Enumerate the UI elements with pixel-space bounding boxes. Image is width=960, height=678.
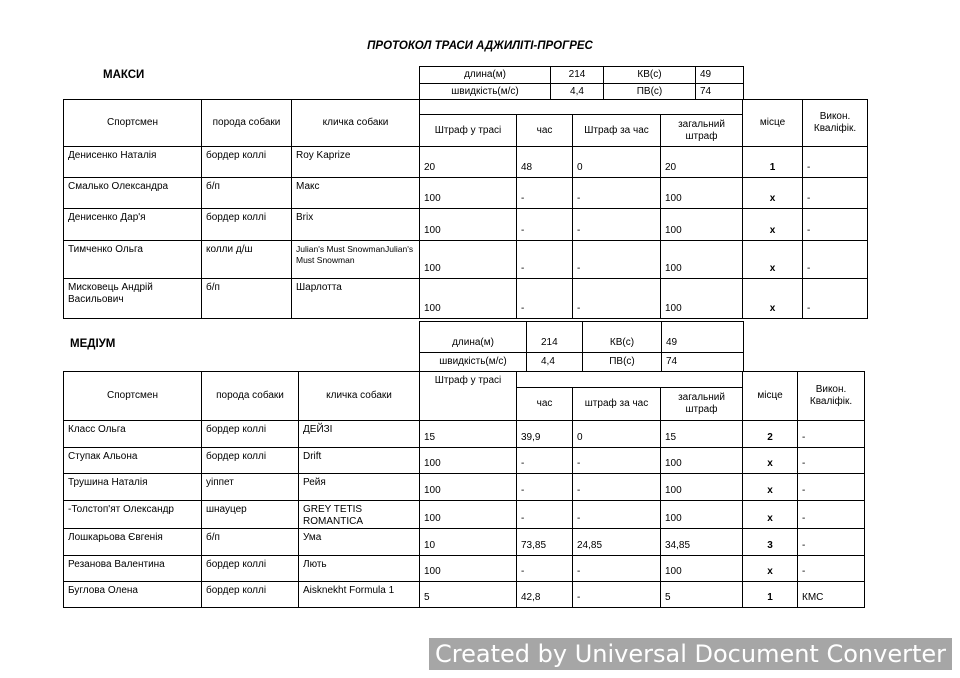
medium-params-table	[419, 321, 744, 372]
athlete-cell: Трушина Наталія	[64, 474, 202, 501]
time-penalty-cell: 24,85	[573, 529, 661, 556]
length-value: 214	[527, 322, 583, 353]
protocol-title: ПРОТОКОЛ ТРАСИ АДЖИЛІТІ-ПРОГРЕС	[367, 40, 593, 52]
total-penalty-cell: 100	[661, 241, 743, 279]
header-breed: порода собаки	[202, 100, 292, 147]
pv-value: 74	[662, 353, 744, 372]
time-cell: -	[517, 448, 573, 474]
qualification-cell: -	[798, 556, 865, 582]
penalty-cell: 15	[420, 421, 517, 448]
time-cell: -	[517, 279, 573, 319]
total-penalty-cell: 100	[661, 279, 743, 319]
dog-name-cell: Лють	[299, 556, 420, 582]
place-cell: х	[743, 279, 803, 319]
time-cell: -	[517, 474, 573, 501]
breed-cell: бордер коллі	[202, 582, 299, 608]
time-cell: -	[517, 556, 573, 582]
pv-value: 74	[696, 84, 744, 100]
maxi-section-label: МАКСИ	[103, 69, 145, 81]
speed-value: 4,4	[551, 84, 604, 100]
time-penalty-cell: 0	[573, 147, 661, 178]
medium-results-table	[63, 371, 865, 608]
time-penalty-cell: -	[573, 209, 661, 241]
qualification-cell: -	[803, 209, 868, 241]
kv-label: КВ(с)	[604, 67, 696, 84]
header-dog: кличка собаки	[292, 100, 420, 147]
athlete-cell: Резанова Валентина	[64, 556, 202, 582]
qualification-cell: КМС	[798, 582, 865, 608]
place-cell: х	[743, 556, 798, 582]
header-penalty: Штраф у трасі	[420, 115, 517, 147]
place-cell: х	[743, 178, 803, 209]
header-time-penalty: штраф за час	[573, 388, 661, 421]
time-cell: 39,9	[517, 421, 573, 448]
total-penalty-cell: 100	[661, 448, 743, 474]
maxi-results-table	[63, 99, 868, 319]
time-cell: -	[517, 501, 573, 529]
header-penalty: Штраф у трасі	[420, 372, 517, 421]
penalty-cell: 100	[420, 178, 517, 209]
breed-cell: бордер коллі	[202, 448, 299, 474]
athlete-cell: Смалько Олександра	[64, 178, 202, 209]
breed-cell: бордер коллі	[202, 147, 292, 178]
place-cell: 2	[743, 421, 798, 448]
header-total: загальний штраф	[661, 115, 743, 147]
header-blank	[420, 100, 743, 115]
time-penalty-cell: -	[573, 556, 661, 582]
place-cell: х	[743, 209, 803, 241]
pv-label: ПВ(с)	[604, 84, 696, 100]
place-cell: 1	[743, 582, 798, 608]
qualification-cell: -	[803, 178, 868, 209]
time-penalty-cell: -	[573, 241, 661, 279]
table-row	[64, 501, 865, 529]
kv-value: 49	[662, 322, 744, 353]
place-cell: х	[743, 501, 798, 529]
header-athlete: Спортсмен	[64, 372, 202, 421]
dog-name-cell: Рейя	[299, 474, 420, 501]
breed-cell: колли д/ш	[202, 241, 292, 279]
penalty-cell: 100	[420, 448, 517, 474]
converter-watermark: Created by Universal Document Converter	[429, 638, 952, 670]
dog-name-cell: Julian's Must SnowmanJulian's Must Snowman	[292, 241, 420, 279]
penalty-cell: 100	[420, 241, 517, 279]
header-place: місце	[743, 372, 798, 421]
table-row	[64, 556, 865, 582]
time-cell: -	[517, 241, 573, 279]
breed-cell: бордер коллі	[202, 209, 292, 241]
total-penalty-cell: 100	[661, 474, 743, 501]
table-row	[64, 178, 868, 209]
total-penalty-cell: 20	[661, 147, 743, 178]
breed-cell: б/п	[202, 279, 292, 319]
header-qualification: Викон. Кваліфік.	[798, 372, 865, 421]
qualification-cell: -	[798, 501, 865, 529]
breed-cell: бордер коллі	[202, 421, 299, 448]
qualification-cell: -	[803, 241, 868, 279]
time-penalty-cell: -	[573, 448, 661, 474]
header-time: час	[517, 388, 573, 421]
time-penalty-cell: -	[573, 178, 661, 209]
dog-name-cell: GREY TETIS ROMANTICA	[299, 501, 420, 529]
header-time-penalty: Штраф за час	[573, 115, 661, 147]
kv-value: 49	[696, 67, 744, 84]
total-penalty-cell: 100	[661, 209, 743, 241]
athlete-cell: Денисенко Дар'я	[64, 209, 202, 241]
penalty-cell: 10	[420, 529, 517, 556]
penalty-cell: 100	[420, 474, 517, 501]
breed-cell: уіппет	[202, 474, 299, 501]
qualification-cell: -	[803, 279, 868, 319]
header-breed: порода собаки	[202, 372, 299, 421]
qualification-cell: -	[798, 474, 865, 501]
place-cell: х	[743, 241, 803, 279]
breed-cell: б/п	[202, 178, 292, 209]
time-cell: 73,85	[517, 529, 573, 556]
time-penalty-cell: -	[573, 474, 661, 501]
dog-name-cell: Ума	[299, 529, 420, 556]
length-label: длина(м)	[420, 322, 527, 353]
athlete-cell: Ступак Альона	[64, 448, 202, 474]
qualification-cell: -	[798, 529, 865, 556]
table-row	[64, 241, 868, 279]
total-penalty-cell: 100	[661, 178, 743, 209]
table-row	[64, 209, 868, 241]
athlete-cell: Денисенко Наталія	[64, 147, 202, 178]
table-row	[64, 147, 868, 178]
athlete-cell: Лошкарьова Євгенія	[64, 529, 202, 556]
header-place: місце	[743, 100, 803, 147]
total-penalty-cell: 100	[661, 556, 743, 582]
total-penalty-cell: 5	[661, 582, 743, 608]
table-row	[64, 582, 865, 608]
header-athlete: Спортсмен	[64, 100, 202, 147]
total-penalty-cell: 34,85	[661, 529, 743, 556]
breed-cell: бордер коллі	[202, 556, 299, 582]
dog-name-cell: Roy Kaprize	[292, 147, 420, 178]
header-blank	[517, 372, 743, 388]
qualification-cell: -	[803, 147, 868, 178]
header-time: час	[517, 115, 573, 147]
table-row	[64, 448, 865, 474]
place-cell: 1	[743, 147, 803, 178]
place-cell: х	[743, 474, 798, 501]
time-penalty-cell: -	[573, 582, 661, 608]
medium-section-label: МЕДІУМ	[70, 338, 116, 350]
table-row	[64, 529, 865, 556]
qualification-cell: -	[798, 421, 865, 448]
time-cell: 48	[517, 147, 573, 178]
table-row	[64, 421, 865, 448]
speed-label: швидкість(м/с)	[420, 84, 551, 100]
time-cell: -	[517, 178, 573, 209]
penalty-cell: 5	[420, 582, 517, 608]
place-cell: 3	[743, 529, 798, 556]
penalty-cell: 20	[420, 147, 517, 178]
breed-cell: шнауцер	[202, 501, 299, 529]
time-cell: 42,8	[517, 582, 573, 608]
speed-value: 4,4	[527, 353, 583, 372]
breed-cell: б/п	[202, 529, 299, 556]
dog-name-cell: Макс	[292, 178, 420, 209]
athlete-cell: Тимченко Ольга	[64, 241, 202, 279]
header-dog: кличка собаки	[299, 372, 420, 421]
athlete-cell: Мисковець Андрій Васильович	[64, 279, 202, 319]
dog-name-cell: Aisknekht Formula 1	[299, 582, 420, 608]
total-penalty-cell: 15	[661, 421, 743, 448]
athlete-cell: Класс Ольга	[64, 421, 202, 448]
header-qualification: Викон. Кваліфік.	[803, 100, 868, 147]
time-penalty-cell: 0	[573, 421, 661, 448]
speed-label: швидкість(м/с)	[420, 353, 527, 372]
dog-name-cell: Drift	[299, 448, 420, 474]
qualification-cell: -	[798, 448, 865, 474]
header-total: загальний штраф	[661, 388, 743, 421]
dog-name-cell: Brix	[292, 209, 420, 241]
time-penalty-cell: -	[573, 279, 661, 319]
penalty-cell: 100	[420, 209, 517, 241]
place-cell: х	[743, 448, 798, 474]
penalty-cell: 100	[420, 501, 517, 529]
pv-label: ПВ(с)	[583, 353, 662, 372]
table-row	[64, 474, 865, 501]
kv-label: КВ(с)	[583, 322, 662, 353]
penalty-cell: 100	[420, 279, 517, 319]
penalty-cell: 100	[420, 556, 517, 582]
dog-name-cell: ДЕЙЗІ	[299, 421, 420, 448]
maxi-params-table	[419, 66, 744, 100]
length-label: длина(м)	[420, 67, 551, 84]
length-value: 214	[551, 67, 604, 84]
dog-name-cell: Шарлотта	[292, 279, 420, 319]
athlete-cell: Буглова Олена	[64, 582, 202, 608]
table-row	[64, 279, 868, 319]
time-penalty-cell: -	[573, 501, 661, 529]
total-penalty-cell: 100	[661, 501, 743, 529]
athlete-cell: -Толстоп'ят Олександр	[64, 501, 202, 529]
time-cell: -	[517, 209, 573, 241]
